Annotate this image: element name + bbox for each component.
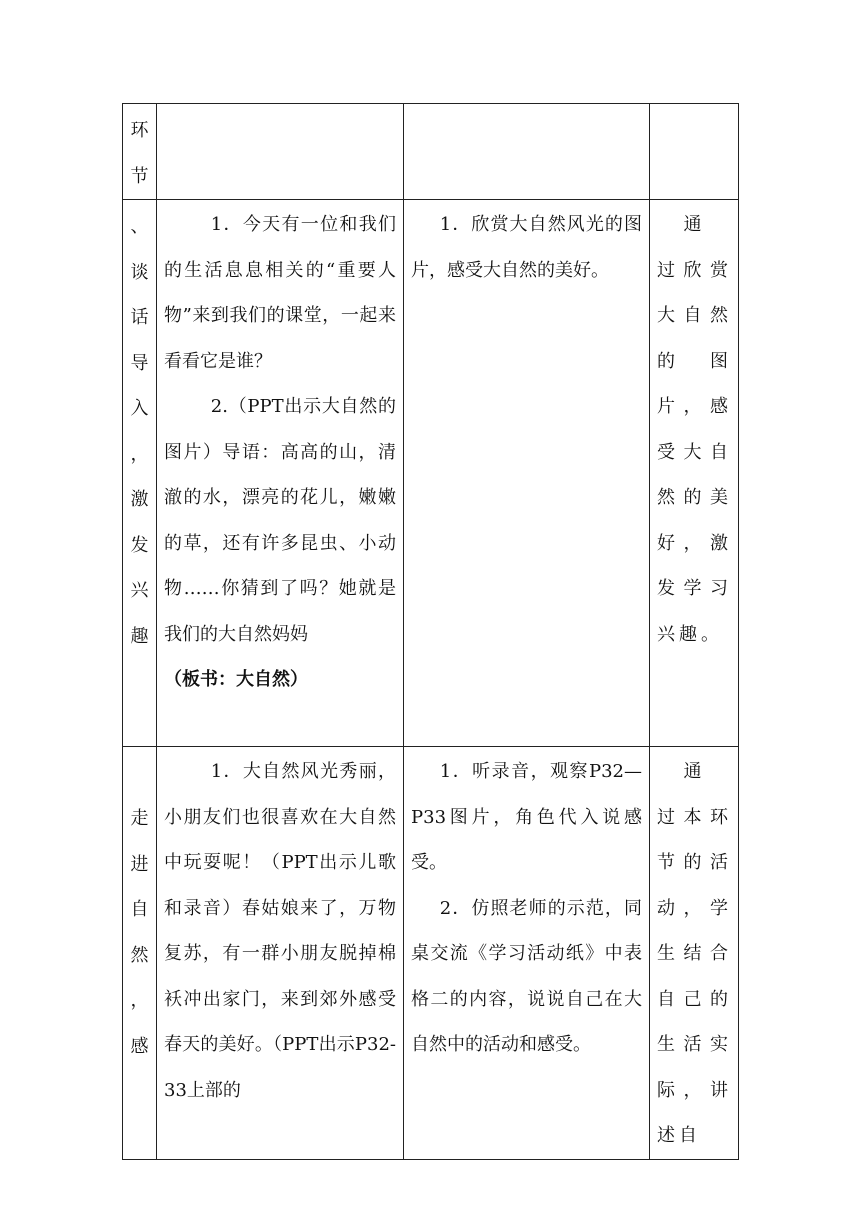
stage-char: ， — [130, 990, 149, 1011]
stage-char: 环 — [130, 120, 149, 141]
stage-cell — [123, 747, 157, 1160]
purpose-first-char: 通 — [683, 761, 706, 782]
stage-char: 趣 — [130, 625, 149, 647]
stage-char: 兴 — [130, 580, 149, 601]
stage-char: 自 — [130, 899, 149, 920]
stage-char: 感 — [130, 1035, 149, 1057]
purpose-text: 过本环节的活动，学生结合自己的生活实际，讲述自 — [657, 806, 732, 1146]
purpose-first-char: 通 — [683, 214, 706, 235]
design-purpose — [650, 749, 738, 1159]
student-cell — [404, 747, 650, 1160]
table-row — [123, 200, 739, 747]
stage-char: 节 — [130, 165, 149, 187]
teacher-activity: 1．今天有一位和我们的生活息息相关的“重要人物”来到我们的课堂，一起来看看它是谁？ — [164, 214, 396, 372]
table-row — [123, 747, 739, 1160]
stage-char: 激 — [130, 489, 149, 510]
purpose-cell — [650, 200, 739, 747]
board-note: （板书：大自然） — [164, 669, 308, 690]
student-activity: 1．欣赏大自然风光的图片，感受大自然的美好。 — [411, 214, 642, 281]
lesson-plan-table — [122, 103, 739, 1160]
stage-cell — [123, 104, 157, 200]
stage-char: 然 — [130, 944, 149, 966]
stage-char: 谈 — [130, 261, 149, 283]
purpose-cell — [650, 104, 739, 200]
student-cell — [404, 104, 650, 200]
stage-char: 入 — [130, 398, 149, 419]
stage-char: 导 — [130, 352, 149, 374]
student-cell — [404, 200, 650, 747]
stage-char: 发 — [130, 534, 149, 556]
table-header-row — [123, 104, 739, 200]
purpose-cell — [650, 747, 739, 1160]
student-activity: 2．仿照老师的示范，同桌交流《学习活动纸》中表格二的内容，说说自己在大自然中的活动和感受。 — [411, 897, 642, 1055]
stage-char: 走 — [130, 808, 149, 829]
teacher-cell — [157, 104, 404, 200]
design-purpose — [650, 202, 738, 657]
teacher-activity: 2.（PPT出示大自然的图片）导语：高高的山，清澈的水，漂亮的花儿，嫩嫩的草，还有许多昆虫、小动物……你猜到了吗？她就是我们的大自然妈妈 — [164, 396, 396, 645]
stage-char: ， — [130, 443, 149, 465]
student-activity: 1．听录音，观察P32—P33图片，角色代入说感受。 — [411, 761, 642, 873]
teacher-cell — [157, 747, 404, 1160]
purpose-text: 过欣赏大自然的图片，感受大自然的美好，激发学习兴趣。 — [657, 259, 732, 645]
stage-char: 话 — [130, 307, 149, 328]
teacher-activity: 1．大自然风光秀丽，小朋友们也很喜欢在大自然中玩耍呢！（PPT出示儿歌和录音）春姑娘来了，万物复苏，有一群小朋友脱掉棉袄冲出家门，来到郊外感受春天的美好。（PPT出示P32-33上部的 — [164, 761, 396, 1101]
teacher-cell — [157, 200, 404, 747]
stage-char: 进 — [130, 853, 149, 875]
stage-char: 、 — [130, 216, 149, 237]
stage-cell — [123, 200, 157, 747]
